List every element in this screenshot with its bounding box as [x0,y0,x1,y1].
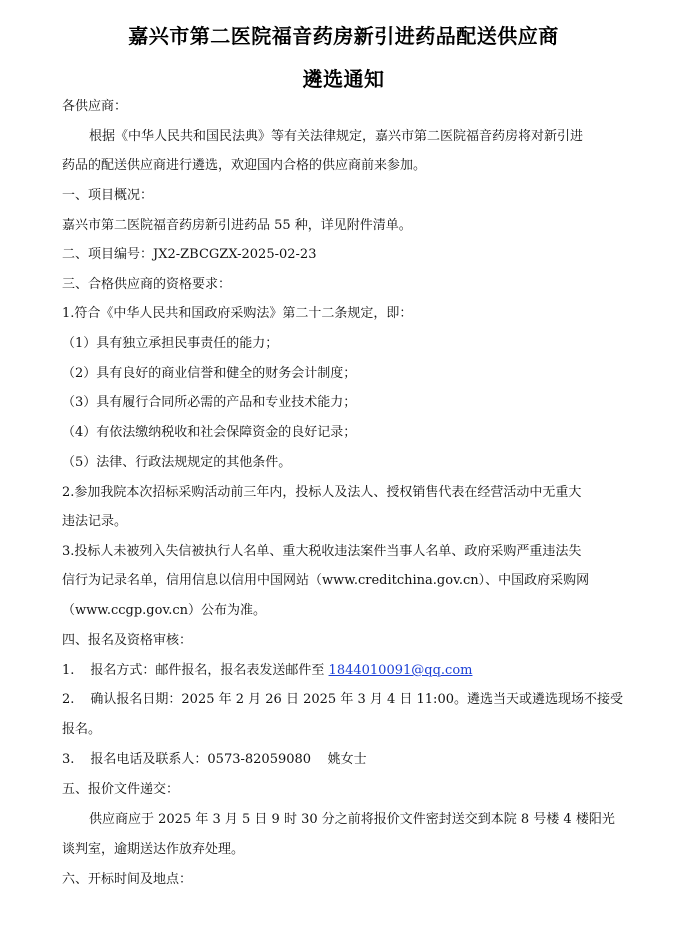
section-1-heading: 一、项目概况： [62,188,154,203]
registration-date-continued: 报名。 [62,722,102,737]
document-subtitle: 遴选通知 [302,67,385,91]
list-number: 1. [62,663,75,678]
intro-paragraph-line-2: 药品的配送供应商进行遴选，欢迎国内合格的供应商前来参加。 [62,158,427,173]
requirement-2-line-1: 2.参加我院本次招标采购活动前三年内，投标人及法人、授权销售代表在经营活动中无重大 [62,485,582,500]
requirement-1-item: （5）法律、行政法规规定的其他条件。 [62,455,292,470]
registration-method [62,662,472,680]
section-5-body-line-2: 谈判室，逾期送达作放弃处理。 [62,842,245,857]
section-3-heading: 三、合格供应商的资格要求： [62,277,232,292]
intro-paragraph-line-1: 根据《中华人民共和国民法典》等有关法律规定，嘉兴市第二医院福音药房将对新引进 [89,129,584,144]
section-6-heading: 六、开标时间及地点： [62,872,193,887]
section-4-heading: 四、报名及资格审核： [62,633,193,648]
requirement-1: 1.符合《中华人民共和国政府采购法》第二十二条规定，即： [62,306,413,321]
requirement-1-item: （4）有依法缴纳税收和社会保障资金的良好记录； [62,425,357,440]
requirement-3-line-1: 3.投标人未被列入失信被执行人名单、重大税收违法案件当事人名单、政府采购严重违法失 [62,544,582,559]
registration-date [62,691,623,709]
requirement-3-line-2: 信行为记录名单，信用信息以信用中国网站（www.creditchina.gov.cn）、中国政府采购网 [62,573,590,588]
section-1-body: 嘉兴市第二医院福音药房新引进药品 55 种，详见附件清单。 [62,218,412,233]
greeting: 各供应商： [62,99,128,114]
requirement-3-line-3: （www.ccgp.gov.cn）公布为准。 [62,603,267,618]
registration-method-text: 报名方式：邮件报名，报名表发送邮件至 [90,663,329,678]
section-5-body-line-1: 供应商应于 2025 年 3 月 5 日 9 时 30 分之前将报价文件密封送交到本院 8 号楼 4 楼阳光 [89,812,615,827]
requirement-1-item: （3）具有履行合同所必需的产品和专业技术能力； [62,395,357,410]
registration-date-text: 确认报名日期：2025 年 2 月 26 日 2025 年 3 月 4 日 11:00。遴选当天或遴选现场不接受 [90,692,623,707]
list-number: 2. [62,692,75,707]
requirement-1-item: （1）具有独立承担民事责任的能力； [62,336,279,351]
registration-contact [62,751,367,769]
registration-contact-text: 报名电话及联系人：0573-82059080 姚女士 [90,752,367,767]
requirement-2-line-2: 违法记录。 [62,514,128,529]
section-2-heading: 二、项目编号：JX2-ZBCGZX-2025-02-23 [62,247,317,262]
list-number: 3. [62,752,75,767]
section-5-heading: 五、报价文件递交： [62,782,180,797]
document-title: 嘉兴市第二医院福音药房新引进药品配送供应商 [128,24,559,48]
requirement-1-item: （2）具有良好的商业信誉和健全的财务会计制度； [62,366,357,381]
registration-email-link[interactable]: 1844010091@qq.com [328,663,473,678]
